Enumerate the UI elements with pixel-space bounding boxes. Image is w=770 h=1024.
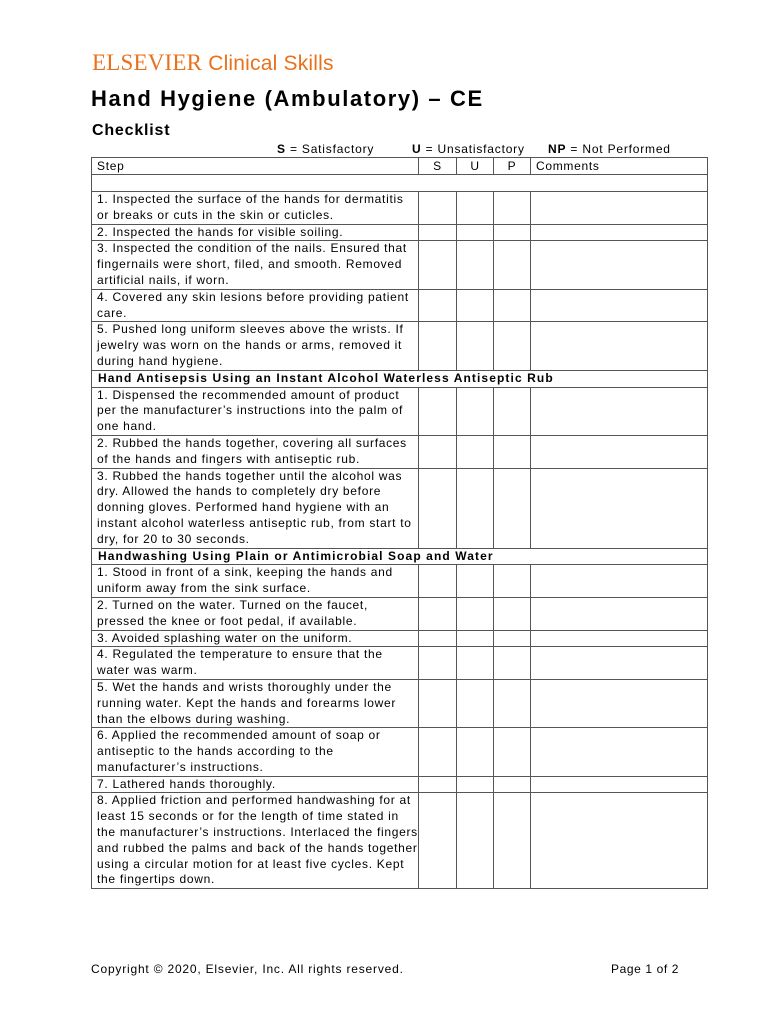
s-mark-cell[interactable] [419, 192, 457, 225]
checklist-row [92, 776, 708, 793]
step-text: 8. Applied friction and performed handwashing for at least 15 seconds or for the length of time stated in the manufacturer’s instructions. Interlaced the fingers and rubbed the palms and back of the hands together using a circular motion for at least five cycles. Kept the fingertips down. [92, 793, 419, 889]
u-mark-cell[interactable] [457, 322, 494, 370]
p-mark-cell[interactable] [494, 630, 531, 647]
checklist-row [92, 322, 708, 370]
logo-brand: ELSEVIER [92, 50, 203, 75]
u-mark-cell[interactable] [457, 289, 494, 322]
p-mark-cell[interactable] [494, 776, 531, 793]
header-p: P [494, 158, 531, 175]
p-mark-cell[interactable] [494, 793, 531, 889]
checklist-body [92, 192, 708, 889]
p-mark-cell[interactable] [494, 435, 531, 468]
step-text: 2. Rubbed the hands together, covering all surfaces of the hands and fingers with antiseptic rub. [92, 435, 419, 468]
section-title: Hand Antisepsis Using an Instant Alcohol Waterless Antiseptic Rub [92, 370, 708, 387]
step-text: 3. Inspected the condition of the nails. Ensured that fingernails were short, filed, and smooth. Removed artificial nails, if worn. [92, 241, 419, 289]
p-mark-cell[interactable] [494, 289, 531, 322]
comments-cell[interactable] [531, 241, 708, 289]
checklist-row [92, 435, 708, 468]
comments-cell[interactable] [531, 289, 708, 322]
comments-cell[interactable] [531, 435, 708, 468]
section-header-row [92, 370, 708, 387]
step-text: 2. Inspected the hands for visible soiling. [92, 224, 419, 241]
step-text: 5. Pushed long uniform sleeves above the wrists. If jewelry was worn on the hands or arms, removed it during hand hygiene. [92, 322, 419, 370]
checklist-row [92, 192, 708, 225]
checklist-row [92, 679, 708, 727]
checklist-row [92, 224, 708, 241]
legend-u-key: U [412, 142, 422, 156]
step-text: 1. Inspected the surface of the hands for dermatitis or breaks or cuts in the skin or cuticles. [92, 192, 419, 225]
checklist-row [92, 728, 708, 776]
p-mark-cell[interactable] [494, 728, 531, 776]
p-mark-cell[interactable] [494, 387, 531, 435]
step-text: 2. Turned on the water. Turned on the faucet, pressed the knee or foot pedal, if available. [92, 597, 419, 630]
step-text: 1. Stood in front of a sink, keeping the hands and uniform away from the sink surface. [92, 565, 419, 598]
u-mark-cell[interactable] [457, 647, 494, 680]
comments-cell[interactable] [531, 565, 708, 598]
u-mark-cell[interactable] [457, 776, 494, 793]
s-mark-cell[interactable] [419, 776, 457, 793]
s-mark-cell[interactable] [419, 241, 457, 289]
section-title: Handwashing Using Plain or Antimicrobial Soap and Water [92, 548, 708, 565]
comments-cell[interactable] [531, 224, 708, 241]
s-mark-cell[interactable] [419, 289, 457, 322]
s-mark-cell[interactable] [419, 793, 457, 889]
s-mark-cell[interactable] [419, 387, 457, 435]
legend-s-key: S [277, 142, 286, 156]
header-u: U [457, 158, 494, 175]
s-mark-cell[interactable] [419, 647, 457, 680]
s-mark-cell[interactable] [419, 728, 457, 776]
s-mark-cell[interactable] [419, 224, 457, 241]
s-mark-cell[interactable] [419, 468, 457, 548]
comments-cell[interactable] [531, 468, 708, 548]
header-spacer-row [92, 175, 708, 192]
legend-not-performed [548, 142, 671, 156]
step-text: 5. Wet the hands and wrists thoroughly under the running water. Kept the hands and forearms lower than the elbows during washing. [92, 679, 419, 727]
copyright: Copyright © 2020, Elsevier, Inc. All rights reserved. [91, 962, 404, 976]
comments-cell[interactable] [531, 728, 708, 776]
page-number: Page 1 of 2 [611, 962, 679, 976]
comments-cell[interactable] [531, 793, 708, 889]
comments-cell[interactable] [531, 679, 708, 727]
legend-np-text: = Not Performed [566, 142, 671, 156]
legend-s-text: = Satisfactory [285, 142, 375, 156]
s-mark-cell[interactable] [419, 630, 457, 647]
header-s: S [419, 158, 457, 175]
u-mark-cell[interactable] [457, 793, 494, 889]
u-mark-cell[interactable] [457, 192, 494, 225]
step-text: 4. Covered any skin lesions before providing patient care. [92, 289, 419, 322]
comments-cell[interactable] [531, 776, 708, 793]
checklist-row [92, 387, 708, 435]
comments-cell[interactable] [531, 630, 708, 647]
checklist-heading: Checklist [92, 122, 171, 139]
step-text: 3. Avoided splashing water on the uniform. [92, 630, 419, 647]
p-mark-cell[interactable] [494, 597, 531, 630]
legend-unsatisfactory [412, 142, 525, 156]
legend-u-text: = Unsatisfactory [421, 142, 525, 156]
u-mark-cell[interactable] [457, 630, 494, 647]
page-title: Hand Hygiene (Ambulatory) – CE [91, 86, 484, 111]
s-mark-cell[interactable] [419, 565, 457, 598]
u-mark-cell[interactable] [457, 241, 494, 289]
checklist-row [92, 793, 708, 889]
p-mark-cell[interactable] [494, 224, 531, 241]
checklist-row [92, 241, 708, 289]
checklist-row [92, 597, 708, 630]
u-mark-cell[interactable] [457, 565, 494, 598]
p-mark-cell[interactable] [494, 565, 531, 598]
s-mark-cell[interactable] [419, 322, 457, 370]
legend-np-key: NP [548, 142, 567, 156]
p-mark-cell[interactable] [494, 192, 531, 225]
table-header-row [92, 158, 708, 175]
p-mark-cell[interactable] [494, 468, 531, 548]
header-spacer [92, 175, 708, 192]
comments-cell[interactable] [531, 322, 708, 370]
comments-cell[interactable] [531, 597, 708, 630]
s-mark-cell[interactable] [419, 597, 457, 630]
u-mark-cell[interactable] [457, 468, 494, 548]
checklist-row [92, 647, 708, 680]
checklist-row [92, 289, 708, 322]
elsevier-logo [92, 50, 334, 76]
step-text: 6. Applied the recommended amount of soap or antiseptic to the hands according to the manufacturer’s instructions. [92, 728, 419, 776]
p-mark-cell[interactable] [494, 322, 531, 370]
s-mark-cell[interactable] [419, 435, 457, 468]
legend-satisfactory [277, 142, 374, 156]
header-step: Step [92, 158, 419, 175]
step-text: 4. Regulated the temperature to ensure that the water was warm. [92, 647, 419, 680]
u-mark-cell[interactable] [457, 728, 494, 776]
step-text: 1. Dispensed the recommended amount of product per the manufacturer’s instructions into the palm of one hand. [92, 387, 419, 435]
p-mark-cell[interactable] [494, 647, 531, 680]
checklist-row [92, 630, 708, 647]
s-mark-cell[interactable] [419, 679, 457, 727]
step-text: 7. Lathered hands thoroughly. [92, 776, 419, 793]
u-mark-cell[interactable] [457, 679, 494, 727]
logo-product: Clinical Skills [208, 52, 334, 75]
u-mark-cell[interactable] [457, 224, 494, 241]
checklist-row [92, 468, 708, 548]
header-comments: Comments [531, 158, 708, 175]
section-header-row [92, 548, 708, 565]
checklist-table [91, 157, 708, 889]
step-text: 3. Rubbed the hands together until the alcohol was dry. Allowed the hands to completely dry before donning gloves. Performed hand hygiene with an instant alcohol waterless antiseptic rub, from start to dry, for 20 to 30 seconds. [92, 468, 419, 548]
p-mark-cell[interactable] [494, 679, 531, 727]
checklist-row [92, 565, 708, 598]
comments-cell[interactable] [531, 192, 708, 225]
comments-cell[interactable] [531, 647, 708, 680]
u-mark-cell[interactable] [457, 435, 494, 468]
u-mark-cell[interactable] [457, 387, 494, 435]
u-mark-cell[interactable] [457, 597, 494, 630]
comments-cell[interactable] [531, 387, 708, 435]
p-mark-cell[interactable] [494, 241, 531, 289]
